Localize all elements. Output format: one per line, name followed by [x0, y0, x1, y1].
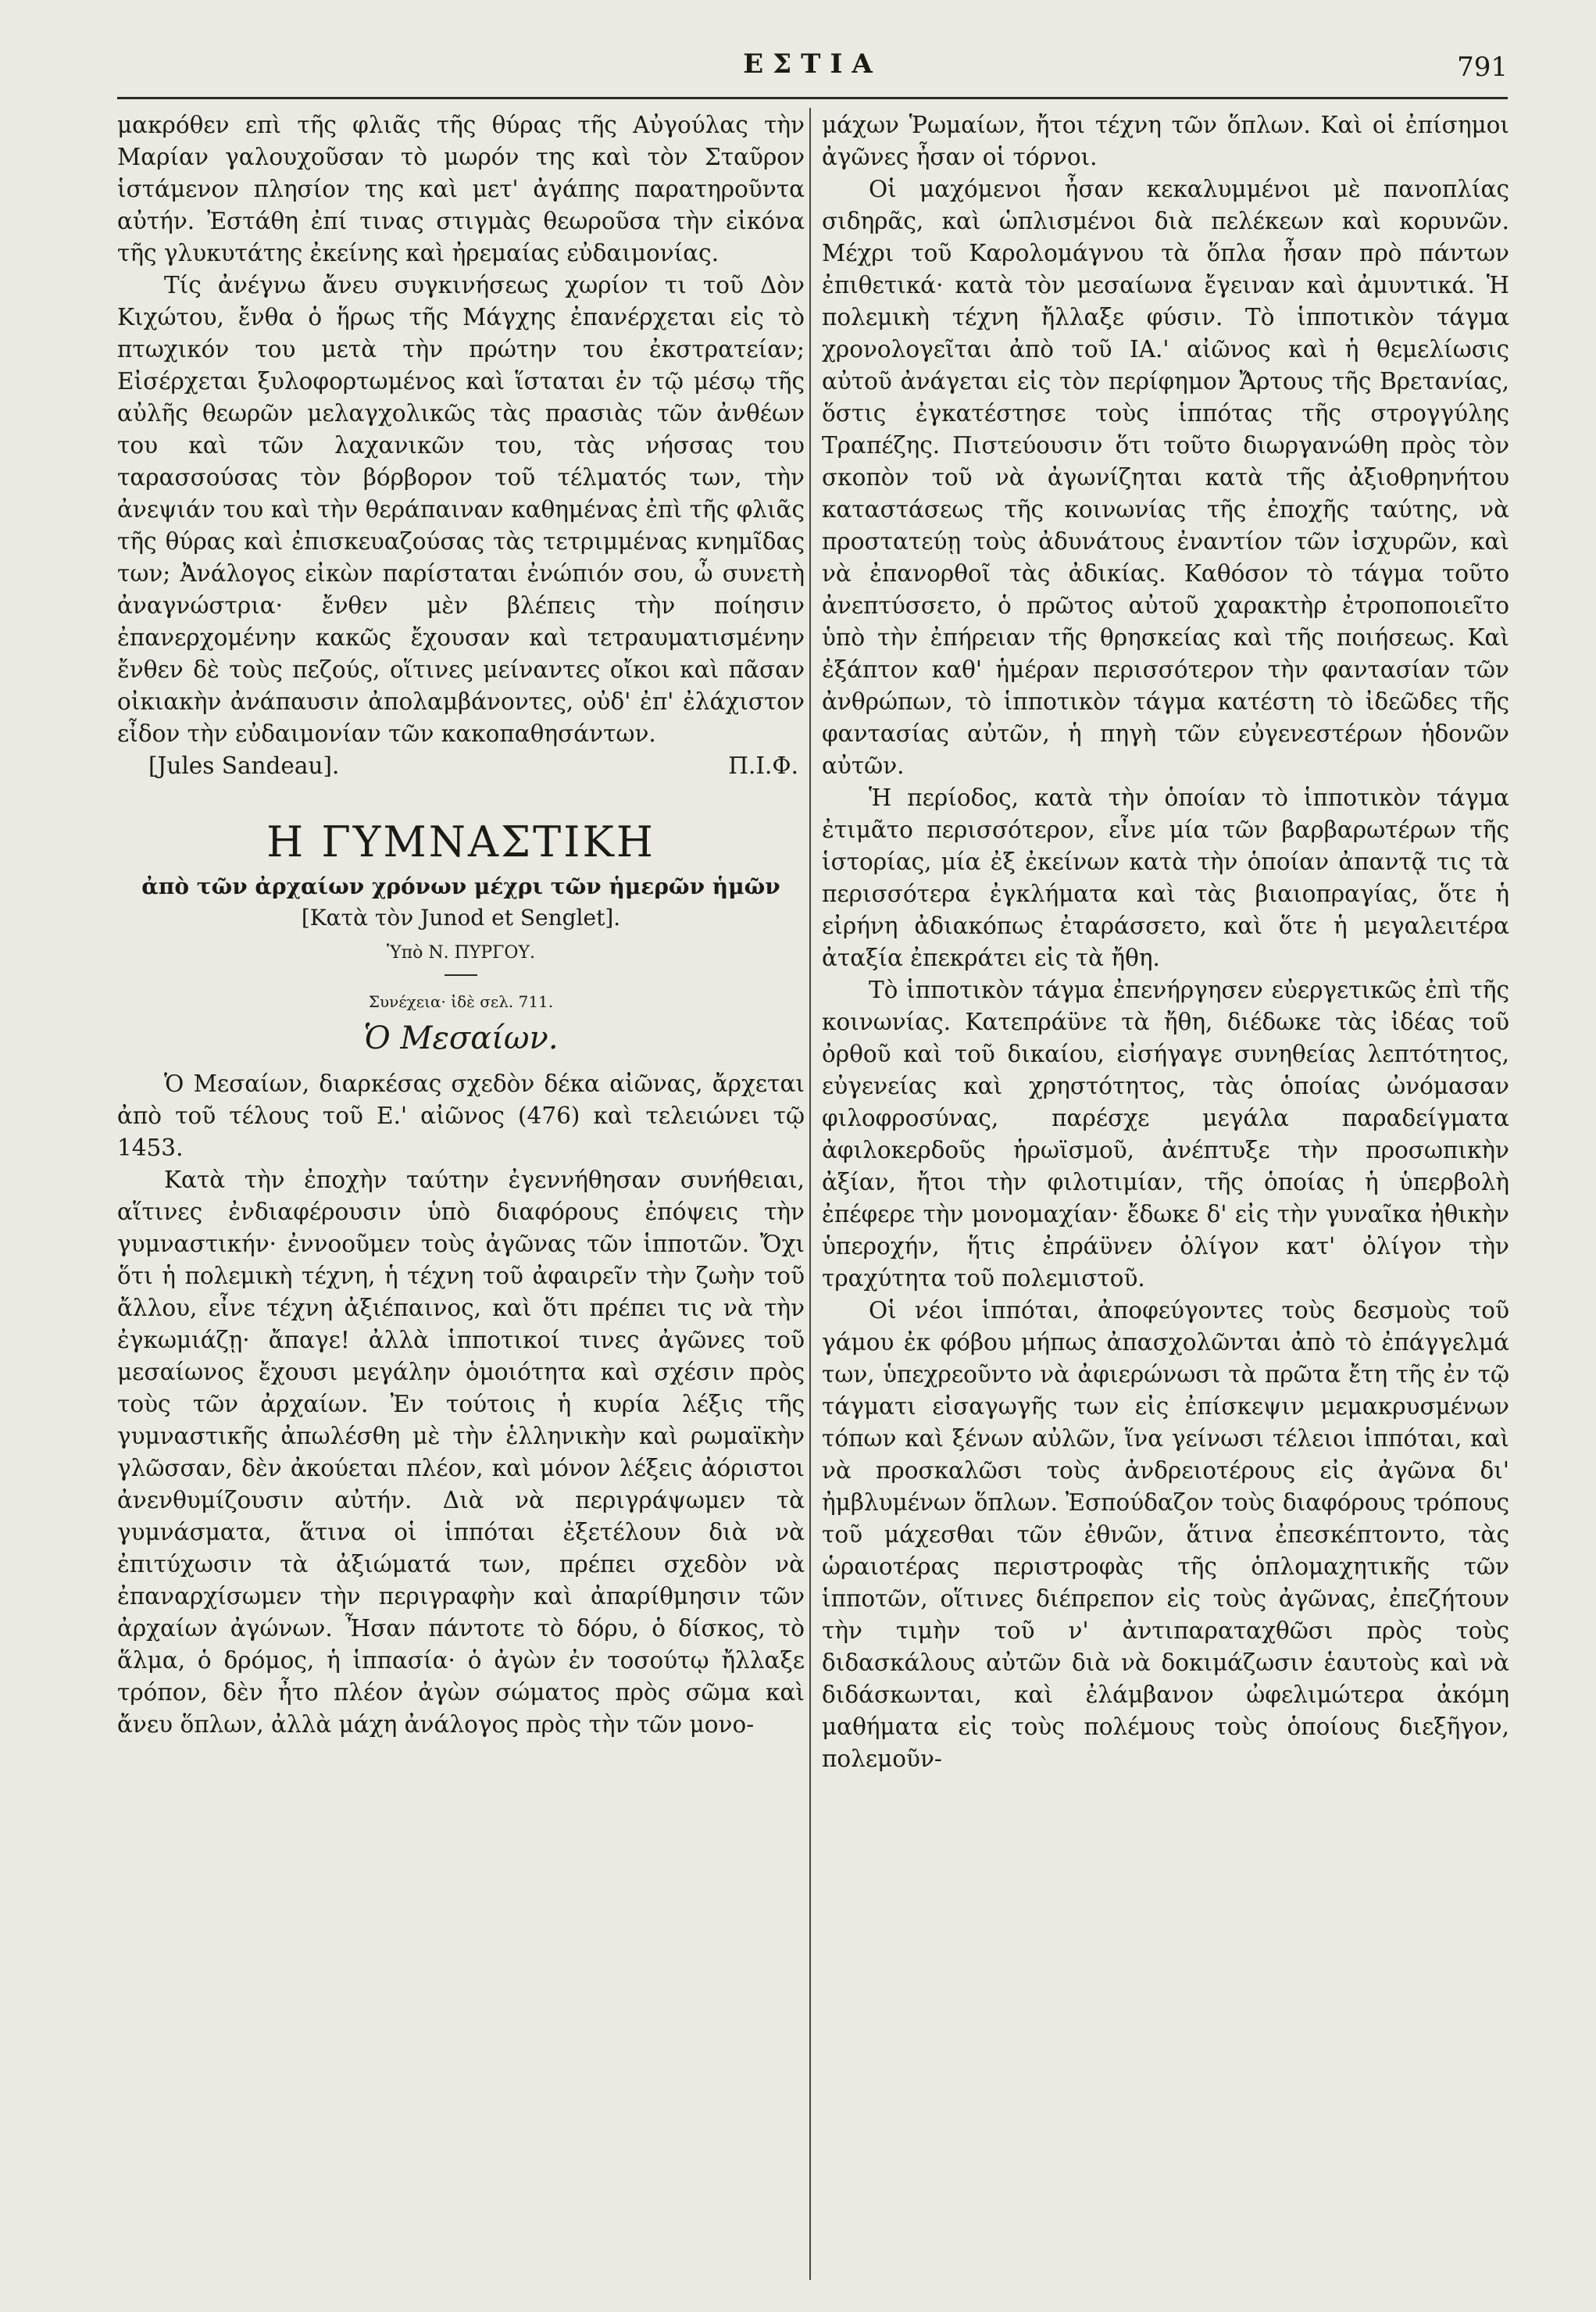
signature-row [117, 750, 805, 782]
left-paragraph-4: Κατὰ τὴν ἐποχὴν ταύτην ἐγεννήθησαν συνήθειαι, αἵτινες ἐνδιαφέρουσιν ὑπὸ διαφόρους ἐπόψεις τὴν γυμναστικήν· ἐννοοῦμεν τοὺς ἀγῶνας τῶν ἱπποτῶν. Ὄχι ὅτι ἡ πολεμικὴ τέχνη, ἡ τέχνη τοῦ ἀφαιρεῖν τὴν ζωὴν τοῦ ἄλλου, εἶνε τέχνη ἀξιέπαινος, καὶ ὅτι πρέπει τις νὰ τὴν ἐγκωμιάζῃ· ἄπαγε! ἀλλὰ ἱπποτικοί τινες ἀγῶνες τοῦ μεσαίωνος ἔχουσι μεγάλην ὁμοιότητα καὶ σχέσιν πρὸς τοὺς τῶν ἀρχαίων. Ἐν τούτοις ἡ κυρία λέξις τῆς γυμναστικῆς ἀπωλέσθη μὲ τὴν ἑλληνικὴν καὶ ρωμαϊκὴν γλῶσσαν, δὲν ἀκούεται πλέον, καὶ μόνον λέξεις ἀόριστοι ἀνενθυμίζουσιν αὐτήν. Διὰ νὰ περιγράψωμεν τὰ γυμνάσματα, ἅτινα οἱ ἱππόται ἐξετέλουν διὰ νὰ ἐπιτύχωσιν τὰ ἀξιώματά των, πρέπει σχεδὸν νὰ ἐπαναρχίσωμεν τὴν περιγραφὴν καὶ ἀπαρίθμησιν τῶν ἀρχαίων ἀγώνων. Ἦσαν πάντοτε τὸ δόρυ, ὁ δίσκος, τὸ ἅλμα, ὁ δρόμος, ἡ ἱππασία· ὁ ἀγὼν ἐν τοσούτῳ ἤλλαξε τρόπον, δὲν ἦτο πλέον ἀγὼν σώματος πρὸς σῶμα καὶ ἄνευ ὅπλων, ἀλλὰ μάχη ἀνάλογος πρὸς τὴν τῶν μονο- [117, 1167, 805, 1738]
left-column [117, 109, 805, 1741]
right-paragraph-1: μάχων Ῥωμαίων, ἤτοι τέχνη τῶν ὅπλων. Καὶ οἱ ἐπίσημοι ἀγῶνες ἦσαν οἱ τόρνοι. [822, 112, 1509, 170]
left-paragraph-1: μακρόθεν επὶ τῆς φλιᾶς τῆς θύρας τῆς Αὐγούλας τὴν Μαρίαν γαλουχοῦσαν τὸ μωρόν της καὶ τὸν Σταῦρον ἱστάμενον πλησίον της καὶ μετ' ἀγάπης παρατηροῦντα αὐτήν. Ἐστάθη ἐπί τινας στιγμὰς θεωροῦσα τὴν εἰκόνα τῆς γλυκυτάτης ἐκείνης καὶ ἠρεμαίας εὐδαιμονίας. [117, 112, 805, 266]
section-heading: Ὁ Μεσαίων. [363, 1020, 559, 1056]
left-paragraph-2: Τίς ἀνέγνω ἄνευ συγκινήσεως χωρίον τι τοῦ Δὸν Κιχώτου, ἔνθα ὁ ἥρως τῆς Μάγχης ἐπανέρχεται εἰς τὸ πτωχικόν του μετὰ τὴν πρώτην του ἐκστρατείαν; Εἰσέρχεται ξυλοφορτωμένος καὶ ἵσταται ἐν τῷ μέσῳ τῆς αὐλῆς θεωρῶν μελαγχολικῶς τὰς πρασιὰς τῶν ἀνθέων του καὶ τῶν λαχανικῶν του, τὰς νήσσας του ταρασσούσας τὸν βόρβορον τοῦ τέλματός των, τὴν ἀνεψιάν του καὶ τὴν θεράπαιναν καθημένας ἐπὶ τῆς φλιᾶς τῆς θύρας καὶ ἐπισκευαζούσας τὰς τετριμμένας κνημῖδας των; Ἀνάλογος εἰκὼν παρίσταται ἐνώπιόν σου, ὦ συνετὴ ἀναγνώστρια· ἔνθεν μὲν βλέπεις τὴν ποίησιν ἐπανερχομένην κακῶς ἔχουσαν καὶ τετραυματισμένην ἔνθεν δὲ τοὺς πεζούς, οἵτινες μείναντες οἴκοι καὶ πᾶσαν οἰκιακὴν ἀνάπαυσιν ἀπολαμβάνοντες, οὐδ' ἐπ' ἐλάχιστον εἶδον τὴν εὐδαιμονίαν τῶν κακοπαθησάντων. [117, 272, 805, 747]
header-rule [117, 97, 1508, 99]
right-paragraph-4: Τὸ ἱπποτικὸν τάγμα ἐπενήργησεν εὐεργετικῶς ἐπὶ τῆς κοινωνίας. Κατεπράϋνε τὰ ἤθη, διέδωκε τὰς ἰδέας τοῦ ὀρθοῦ καὶ τοῦ δικαίου, εἰσήγαγε συνηθείας λεπτότητος, εὐγενείας καὶ χρηστότητος, τὰς ὁποίας ὠνόμασαν φιλοφροσύνας, παρέσχε μεγάλα παραδείγματα ἀφιλοκερδοῦς ἡρωϊσμοῦ, ἀνέπτυξε τὴν προσωπικὴν ἀξίαν, ἤτοι τὴν φιλοτιμίαν, τῆς ὁποίας ἡ ὑπερβολὴ ἐπέφερε τὴν μονομαχίαν· ἔδωκε δ' εἰς τὴν γυναῖκα ἠθικὴν ὑπεροχήν, ἥτις ἐπράϋνεν ὀλίγον κατ' ὀλίγον τὴν τραχύτητα τοῦ πολεμιστοῦ. [822, 977, 1509, 1292]
article-author: Ὑπὸ Ν. ΠΥΡΓΟΥ. [387, 943, 535, 963]
page-header [117, 48, 1508, 88]
article-title: Η ΓΥΜΝΑΣΤΙΚΗ [266, 817, 655, 867]
page-number: 791 [1457, 52, 1508, 83]
signature-initials: Π.Ι.Φ. [728, 752, 798, 779]
right-paragraph-5: Οἱ νέοι ἱππόται, ἀποφεύγοντες τοὺς δεσμοὺς τοῦ γάμου ἐκ φόβου μήπως ἀπασχολῶνται ἀπὸ τὸ ἐπάγγελμά των, ὑπεχρεοῦντο νὰ ἀφιερώνωσι τὰ πρῶτα ἔτη τῆς ἐν τῷ τάγματι εἰσαγωγῆς των εἰς ἐπίσκεψιν μεμακρυσμένων τόπων καὶ ξένων αὐλῶν, ἵνα γείνωσι τέλειοι ἱππόται, καὶ νὰ προσκαλῶσι τοὺς ἀνδρειοτέρους εἰς ἀγῶνα δι' ἠμβλυμένων ὅπλων. Ἐσπούδαζον τοὺς διαφόρους τρόπους τοῦ μάχεσθαι τῶν ἐθνῶν, ἅτινα ἐπεσκέπτοντο, τὰς ὡραιοτέρας περιστροφὰς τῆς ὁπλομαχητικῆς τῶν ἱπποτῶν, οἵτινες διέπρεπον εἰς τοὺς ἀγῶνας, ἐπεζήτουν τὴν τιμὴν τοῦ ν' ἀντιπαραταχθῶσι πρὸς τοὺς διδασκάλους αὐτῶν διὰ νὰ δοκιμάζωσιν ἑαυτοὺς καὶ νὰ διδάσκωνται, καὶ ἐλάμβανον ὠφελιμώτερα ἀκόμη μαθήματα εἰς τοὺς πολέμους τοὺς ὁποίους διεξῆγον, πολεμοῦν- [822, 1297, 1509, 1772]
running-title: ΕΣΤΙΑ [743, 48, 882, 80]
continuation-note: Συνέχεια· ἰδὲ σελ. 711. [368, 992, 554, 1011]
signature-source: [Jules Sandeau]. [148, 752, 340, 779]
right-paragraph-2: Οἱ μαχόμενοι ἦσαν κεκαλυμμένοι μὲ πανοπλίας σιδηρᾶς, καὶ ὡπλισμένοι διὰ πελέκεων καὶ κορυνῶν. Μέχρι τοῦ Καρολομάγνου τὰ ὅπλα ἦσαν πρὸ πάντων ἐπιθετικά· κατὰ τὸν μεσαίωνα ἔγειναν καὶ ἀμυντικά. Ἡ πολεμικὴ τέχνη ἤλλαξε φύσιν. Τὸ ἱπποτικὸν τάγμα χρονολογεῖται ἀπὸ τοῦ ΙΑ.' αἰῶνος καὶ ἡ θεμελίωσις αὐτοῦ ἀνάγεται εἰς τὸν περίφημον Ἄρτους τῆς Βρετανίας, ὅστις ἐγκατέστησε τοὺς ἱππότας τῆς στρογγύλης Τραπέζης. Πιστεύουσιν ὅτι τοῦτο διωργανώθη πρὸς τὸν σκοπὸν τοῦ νὰ ἀγωνίζηται κατὰ τῆς ἀξιοθρηνήτου καταστάσεως τῆς κοινωνίας τῆς ἐποχῆς ταύτης, νὰ προστατεύῃ τοὺς ἀδυνάτους ἐναντίον τῶν ἰσχυρῶν, καὶ νὰ ἐπανορθοῖ τὰς ἀδικίας. Καθόσον τὸ τάγμα τοῦτο ἀνεπτύσσετο, ὁ πρῶτος αὐτοῦ χαρακτὴρ ἐτροποποιεῖτο ὑπὸ τὴν ἐπήρειαν τῆς θρησκείας καὶ τῆς ποιήσεως. Καὶ ἐξάπτον καθ' ἡμέραν περισσότερον τὴν φαντασίαν τῶν ἀνθρώπων, τὸ ἱπποτικὸν τάγμα κατέστη τὸ ἰδεῶδες τῆς φαντασίας αὐτῶν, ἡ πηγὴ τῶν εὐγενεστέρων ἡδονῶν αὐτῶν. [822, 176, 1509, 779]
article-source: [Κατὰ τὸν Junod et Senglet]. [301, 905, 621, 931]
left-paragraph-3: Ὁ Μεσαίων, διαρκέσας σχεδὸν δέκα αἰῶνας, ἄρχεται ἀπὸ τοῦ τέλους τοῦ Ε.' αἰῶνος (476) καὶ τελειώνει τῷ 1453. [117, 1070, 805, 1161]
column-divider [809, 108, 811, 2280]
right-paragraph-3: Ἡ περίοδος, κατὰ τὴν ὁποίαν τὸ ἱπποτικὸν τάγμα ἐτιμᾶτο περισσότερον, εἶνε μία τῶν βαρβαρωτέρων τῆς ἱστορίας, μία ἐξ ἐκείνων κατὰ τὴν ὁποίαν ἀπαντᾷ τις τὰ περισσότερα ἐγκλήματα καὶ τὰς βιαιοπραγίας, ὅτε ἡ εἰρήνη ἀδιακόπως ἐταράσσετο, καὶ ὅτε ἡ μεγαλειτέρα ἀταξία ἐπεκράτει εἰς τὰ ἤθη. [822, 784, 1509, 971]
title-rule [445, 974, 477, 976]
right-column [822, 109, 1509, 1775]
article-subtitle: ἀπὸ τῶν ἀρχαίων χρόνων μέχρι τῶν ἡμερῶν ἡμῶν [141, 874, 780, 899]
